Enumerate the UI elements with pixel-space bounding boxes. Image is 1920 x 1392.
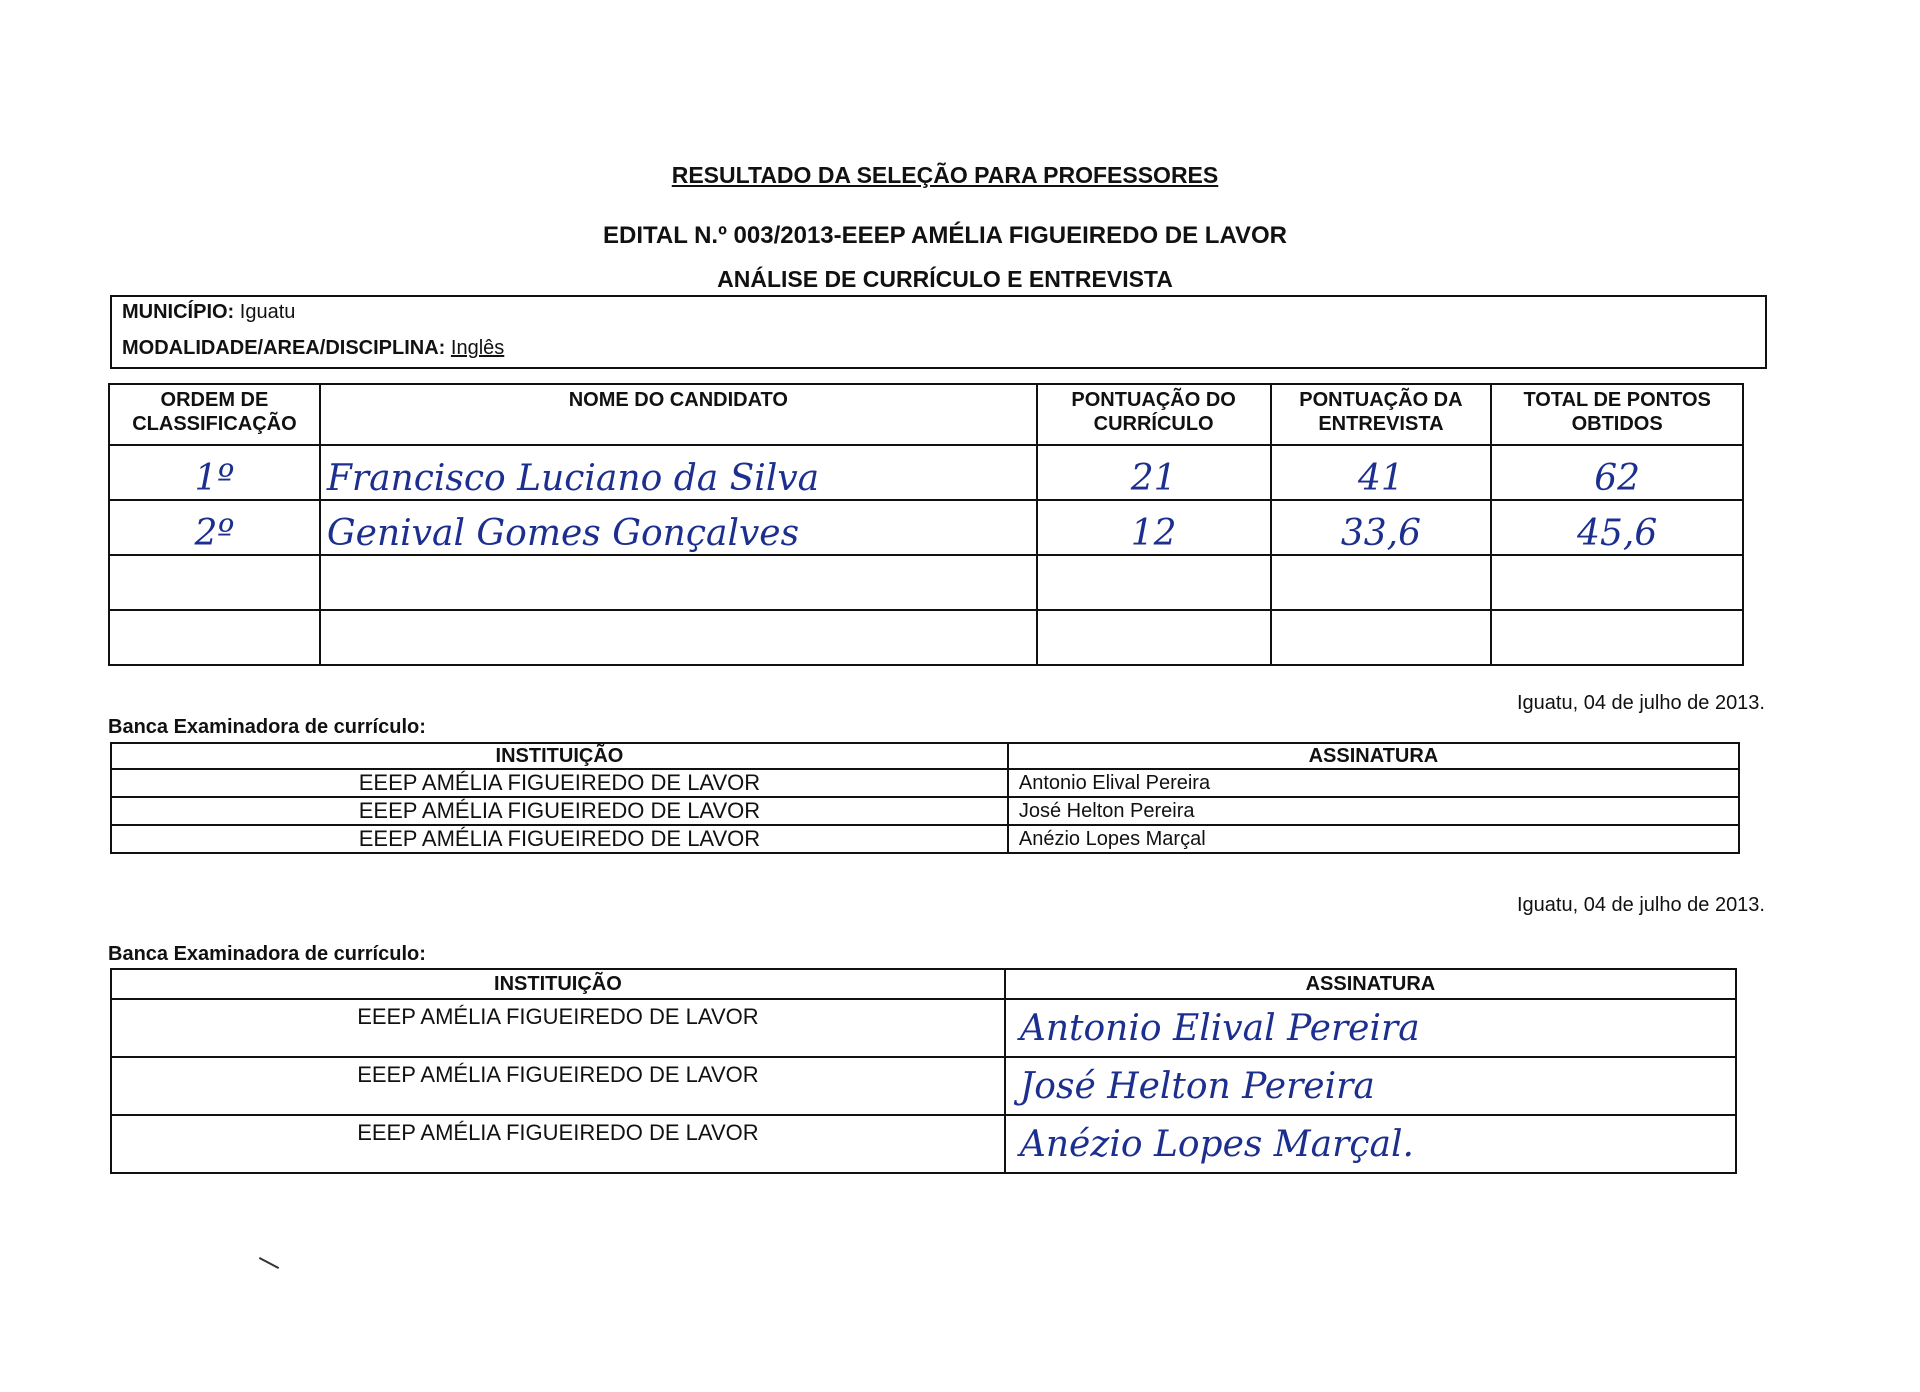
table-row	[111, 1057, 1736, 1115]
header-assinatura: ASSINATURA	[1008, 743, 1739, 769]
empty-cell	[109, 555, 320, 610]
instituicao-cell: EEEP AMÉLIA FIGUEIREDO DE LAVOR	[111, 769, 1008, 797]
results-table	[108, 383, 1744, 666]
instituicao-cell: EEEP AMÉLIA FIGUEIREDO DE LAVOR	[111, 825, 1008, 853]
empty-row	[109, 610, 1743, 665]
header-nome: NOME DO CANDIDATO	[320, 384, 1037, 445]
row-entrevista: 33,6	[1271, 500, 1492, 555]
empty-cell	[1037, 610, 1271, 665]
row-curriculo: 21	[1037, 445, 1271, 500]
table-row	[111, 825, 1739, 853]
table-row	[111, 999, 1736, 1057]
scan-mark	[259, 1257, 279, 1269]
date-line: Iguatu, 04 de julho de 2013.	[1517, 692, 1765, 714]
empty-cell	[1491, 555, 1743, 610]
banca-header-row	[111, 743, 1739, 769]
table-row	[109, 500, 1743, 555]
signature-handwritten: José Helton Pereira	[1005, 1057, 1736, 1115]
table-row	[111, 797, 1739, 825]
row-nome: Genival Gomes Gonçalves	[320, 500, 1037, 555]
banca-signed-table	[110, 968, 1737, 1174]
header-instituicao: INSTITUIÇÃO	[111, 969, 1005, 999]
empty-cell	[1271, 555, 1492, 610]
instituicao-cell: EEEP AMÉLIA FIGUEIREDO DE LAVOR	[111, 797, 1008, 825]
municipio-line	[122, 301, 295, 324]
assinatura-cell: Antonio Elival Pereira	[1008, 769, 1739, 797]
assinatura-cell: José Helton Pereira	[1008, 797, 1739, 825]
header-ordem: ORDEM DE CLASSIFICAÇÃO	[109, 384, 320, 445]
header-entrevista: PONTUAÇÃO DA ENTREVISTA	[1271, 384, 1492, 445]
banca-header-row	[111, 969, 1736, 999]
instituicao-cell: EEEP AMÉLIA FIGUEIREDO DE LAVOR	[111, 1115, 1005, 1173]
header-assinatura: ASSINATURA	[1005, 969, 1736, 999]
empty-cell	[1037, 555, 1271, 610]
banca-label: Banca Examinadora de currículo:	[108, 716, 426, 738]
row-nome: Francisco Luciano da Silva	[320, 445, 1037, 500]
empty-cell	[1271, 610, 1492, 665]
assinatura-cell: Anézio Lopes Marçal	[1008, 825, 1739, 853]
signature-handwritten: Antonio Elival Pereira	[1005, 999, 1736, 1057]
modalidade-value: Inglês	[450, 337, 505, 359]
header-curriculo: PONTUAÇÃO DO CURRÍCULO	[1037, 384, 1271, 445]
table-row	[111, 1115, 1736, 1173]
row-ordem: 1º	[109, 445, 320, 500]
info-box	[110, 295, 1767, 369]
header-total: TOTAL DE PONTOS OBTIDOS	[1491, 384, 1743, 445]
results-header-row	[109, 384, 1743, 445]
row-entrevista: 41	[1271, 445, 1492, 500]
row-total: 62	[1491, 445, 1743, 500]
empty-row	[109, 555, 1743, 610]
analise-line: ANÁLISE DE CURRÍCULO E ENTREVISTA	[717, 266, 1173, 292]
edital-line: EDITAL N.º 003/2013-EEEP AMÉLIA FIGUEIREDO DE LAVOR	[602, 222, 1288, 249]
table-row	[111, 769, 1739, 797]
signature-handwritten: Anézio Lopes Marçal.	[1005, 1115, 1736, 1173]
modalidade-label: MODALIDADE/AREA/DISCIPLINA:	[122, 337, 446, 359]
municipio-label: MUNICÍPIO:	[122, 301, 235, 323]
date-line: Iguatu, 04 de julho de 2013.	[1517, 894, 1765, 916]
row-total: 45,6	[1491, 500, 1743, 555]
header-instituicao: INSTITUIÇÃO	[111, 743, 1008, 769]
row-ordem: 2º	[109, 500, 320, 555]
row-curriculo: 12	[1037, 500, 1271, 555]
instituicao-cell: EEEP AMÉLIA FIGUEIREDO DE LAVOR	[111, 999, 1005, 1057]
municipio-value: Iguatu	[239, 301, 296, 323]
table-row	[109, 445, 1743, 500]
banca-table	[110, 742, 1740, 854]
empty-cell	[320, 555, 1037, 610]
empty-cell	[109, 610, 320, 665]
instituicao-cell: EEEP AMÉLIA FIGUEIREDO DE LAVOR	[111, 1057, 1005, 1115]
empty-cell	[320, 610, 1037, 665]
empty-cell	[1491, 610, 1743, 665]
modalidade-line	[122, 337, 504, 360]
banca-label: Banca Examinadora de currículo:	[108, 943, 426, 965]
document-title: RESULTADO DA SELEÇÃO PARA PROFESSORES	[671, 162, 1219, 188]
